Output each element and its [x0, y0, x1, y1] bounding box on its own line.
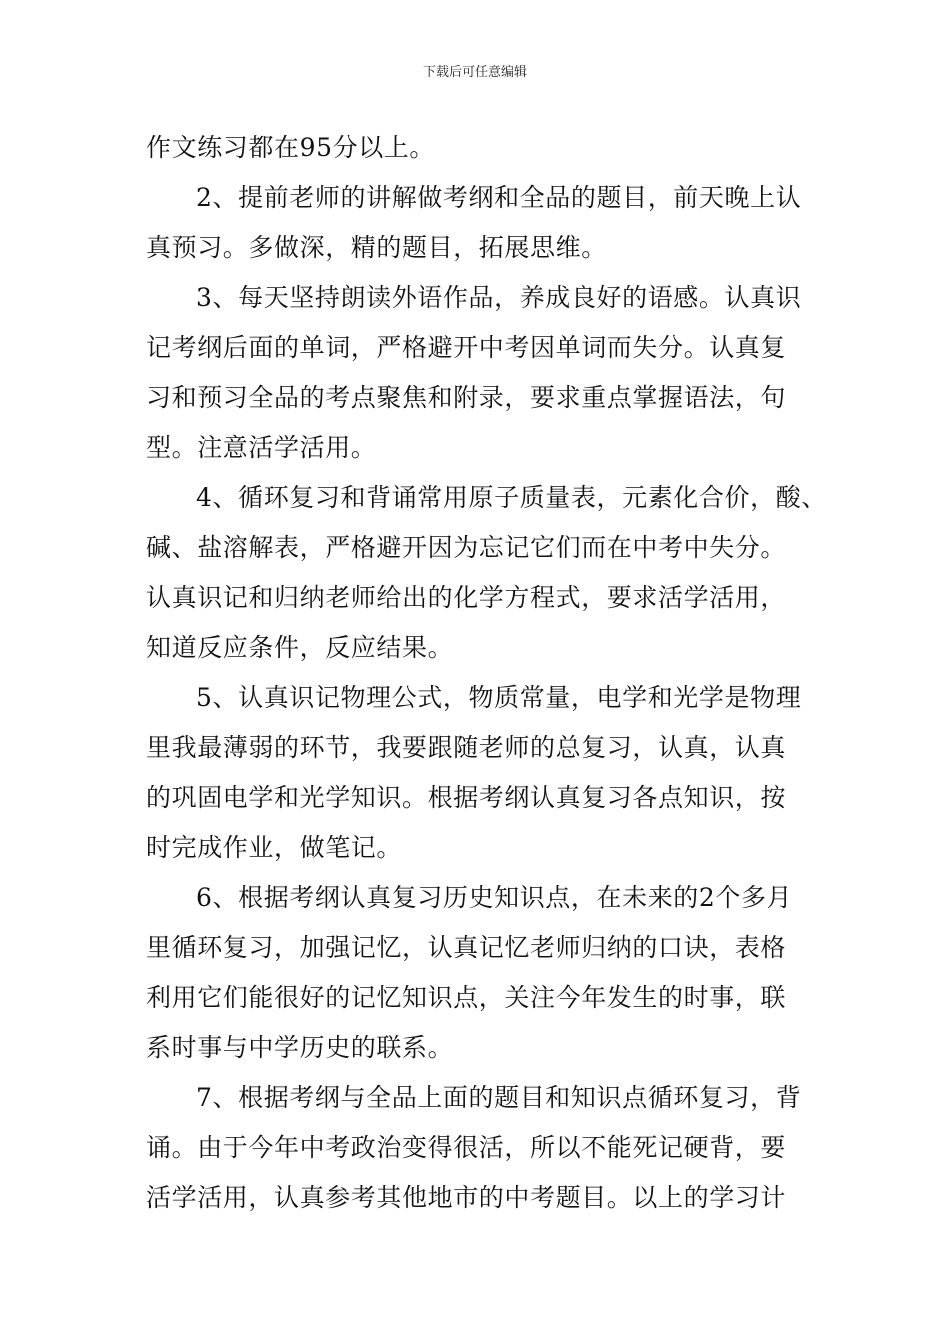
text-line: 的巩固电学和光学知识。根据考纲认真复习各点知识，按 [146, 783, 787, 812]
page-header: 下载后可任意编辑 [422, 65, 527, 80]
text-line: 记考纲后面的单词，严格避开中考因单词而失分。认真复 [146, 333, 787, 362]
text-line: 利用它们能很好的记忆知识点，关注今年发生的时事，联 [146, 983, 787, 1012]
text-line: 6、根据考纲认真复习历史知识点，在未来的2个多月 [196, 883, 793, 912]
text-line: 7、根据考纲与全品上面的题目和知识点循环复习，背 [196, 1083, 802, 1112]
text-line: 里循环复习，加强记忆，认真记忆老师归纳的口诀，表格 [146, 933, 787, 962]
text-line: 型。注意活学活用。 [146, 433, 377, 462]
text-line: 作文练习都在95分以上。 [146, 133, 436, 162]
text-line: 知道反应条件，反应结果。 [146, 633, 454, 662]
text-line: 诵。由于今年中考政治变得很活，所以不能死记硬背，要 [146, 1133, 787, 1162]
text-line: 活学活用，认真参考其他地市的中考题目。以上的学习计 [146, 1183, 787, 1212]
text-line: 3、每天坚持朗读外语作品，养成良好的语感。认真识 [196, 283, 802, 312]
text-line: 5、认真识记物理公式，物质常量，电学和光学是物理 [196, 683, 802, 712]
text-line: 认真识记和归纳老师给出的化学方程式，要求活学活用， [146, 583, 787, 612]
text-line: 里我最薄弱的环节，我要跟随老师的总复习，认真，认真 [146, 733, 787, 762]
text-line: 系时事与中学历史的联系。 [146, 1033, 454, 1062]
text-line: 时完成作业，做笔记。 [146, 833, 403, 862]
text-line: 习和预习全品的考点聚焦和附录，要求重点掌握语法，句 [146, 383, 787, 412]
text-line: 4、循环复习和背诵常用原子质量表，元素化合价，酸、 [196, 483, 827, 512]
text-line: 碱、盐溶解表，严格避开因为忘记它们而在中考中失分。 [146, 533, 787, 562]
text-line: 真预习。多做深，精的题目，拓展思维。 [146, 233, 607, 262]
text-line: 2、提前老师的讲解做考纲和全品的题目，前天晚上认 [196, 183, 802, 212]
